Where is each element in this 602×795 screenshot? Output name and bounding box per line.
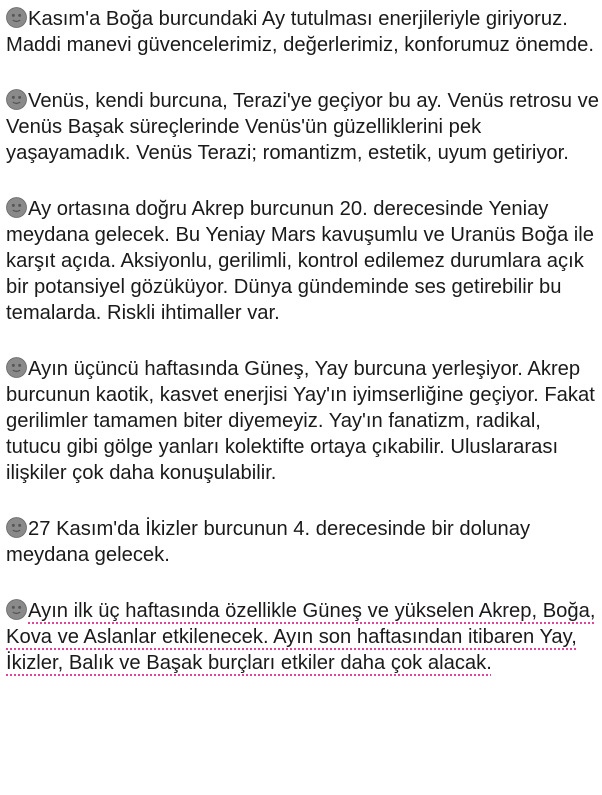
paragraph-text-spellcheck[interactable]: Ayın ilk üç haftasında özellikle Güneş ve yükselen Akrep, Boğa, Kova ve Aslanlar etkilenecek. Ayın son haftasından itibaren Yay, İkizler, Balık ve Başak burçları etkiler daha çok alacak. bbox=[6, 600, 596, 674]
new-moon-face-icon bbox=[6, 197, 27, 218]
paragraph-1 bbox=[6, 6, 600, 58]
new-moon-face-icon bbox=[6, 7, 27, 28]
new-moon-face-icon bbox=[6, 357, 27, 378]
paragraph-text: Ay ortasına doğru Akrep burcunun 20. derecesinde Yeniay meydana gelecek. Bu Yeniay Mars kavuşumlu ve Uranüs Boğa ile karşıt açıda. Aksiyonlu, gerilimli, kontrol edilemez durumlara açık bir potansiyel gözüküyor. Dünya gündeminde ses getirebilir bu temalarda. Riskli ihtimaller var. bbox=[6, 198, 595, 324]
paragraph-text: Kasım'a Boğa burcundaki Ay tutulması enerjileriyle giriyoruz. Maddi manevi güvencelerimiz, değerlerimiz, konforumuz önemde. bbox=[6, 8, 594, 56]
paragraph-text: Venüs, kendi burcuna, Terazi'ye geçiyor bu ay. Venüs retrosu ve Venüs Başak süreçlerinde Venüs'ün güzelliklerini pek yaşayamadık. Venüs Terazi; romantizm, estetik, uyum getiriyor. bbox=[6, 90, 599, 164]
new-moon-face-icon bbox=[6, 89, 27, 110]
document-body bbox=[6, 6, 600, 706]
paragraph-text: 27 Kasım'da İkizler burcunun 4. derecesinde bir dolunay meydana gelecek. bbox=[6, 518, 531, 566]
paragraph-5 bbox=[6, 516, 600, 568]
paragraph-4 bbox=[6, 356, 600, 486]
new-moon-face-icon bbox=[6, 517, 27, 538]
paragraph-text: Ayın üçüncü haftasında Güneş, Yay burcuna yerleşiyor. Akrep burcunun kaotik, kasvet enerjisi Yay'ın iyimserliğine geçiyor. Fakat gerilimler tamamen biter diyemeyiz. Yay'ın fanatizm, radikal, tutucu gibi gölge yanları kolektifte ortaya çıkabilir. Uluslararası ilişkiler çok daha konuşulabilir. bbox=[6, 358, 595, 484]
paragraph-2 bbox=[6, 88, 600, 166]
new-moon-face-icon bbox=[6, 599, 27, 620]
paragraph-3 bbox=[6, 196, 600, 326]
paragraph-6 bbox=[6, 598, 600, 676]
